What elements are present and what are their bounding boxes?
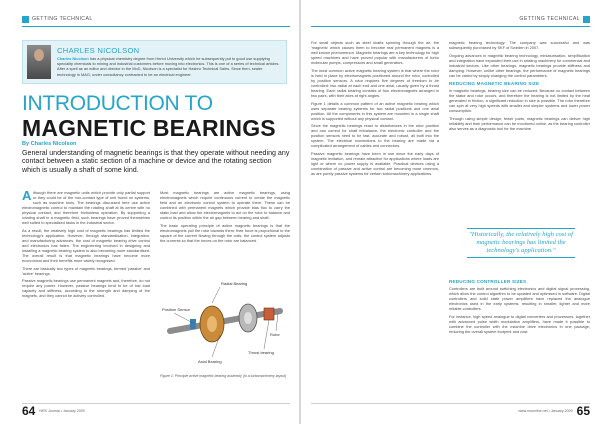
page-number: 64: [22, 404, 36, 418]
figure-label-radial: Radial Bearing: [221, 281, 248, 286]
author-bio-body: has a physical chemistry degree from Heriot University which he subsequently put to good use supplying speciality chemicals to mining and industrial customers before moving into electronics. This is one of a series of technical articles. After a spell as an editor and director in the MoD, Nicolson is a specialist for Hasbro Technical Sales. Since then, sealer technology in MAG, under consultancy contracted to be an electrical engineer.: [57, 56, 280, 77]
body-paragraph: Ongoing advances in magnetic bearing technology, miniaturisation, simplification and integration have expanded their use in rotating machinery for commercial and industrial sectors. Like other bearings, magnetic bearings provide stiffness and damping. However, unlike other bearings, the performance of magnetic bearings can be varied by simply changing the control parameters.: [449, 52, 590, 78]
body-column-2: [160, 190, 290, 270]
body-paragraph: Most magnetic bearings are active magnetic bearings, using electromagnets which require continuous current to create the magnetic field and an electronic control system to operate them. These can be combined with permanent magnets which provide bias flux to carry the static load and allow the electromagnets to act on the rotor to balance and control its position within the air gap between bearing and shaft.: [160, 190, 290, 221]
body-paragraph: The basic operating principle of active magnetic bearings is that the electromagnets pull the rotor towards them; their force is proportional to the square of the current flowing through the coils, the control system adjusts the currents so that the forces on the rotor are balanced.: [160, 222, 290, 243]
body-paragraph: [22, 190, 150, 225]
body-paragraph: Passive magnetic bearings use permanent magnets and, therefore, do not require any power. However, passive bearings tend to be of low load capacity and stiffness, according to the strength and damping of the magnets, and they cannot be actively controlled.: [22, 278, 150, 299]
body-paragraph: Controllers are built around switching electronics and digital signal processing, which allow the control algorithm to be updated and optimised in software. Digital controllers and solid state power amplifiers have replaced the analogue electronics used in the early systems, resulting in smaller, lighter and more reliable controllers.: [449, 286, 590, 312]
body-paragraph: As a result, the relatively high cost of magnetic bearings has limited the technology's application. However, through standardisation, integration, and manufacturing advances, the cost of magnetic bearing drive control and electronics has fallen. The engineering involved in designing and installing a magnetic bearing system is also becoming more standardised. The overall result is that magnetic bearings have become more economical and their benefits more widely recognised.: [22, 227, 150, 264]
body-column-4: [449, 40, 590, 212]
author-bio-box: [22, 40, 287, 84]
body-paragraph: magnetic bearing technology. The company was successful and was subsequently purchased by SKF of Sweden in 2007.: [449, 40, 590, 51]
author-bio-text: [57, 56, 282, 77]
page-number: 65: [576, 404, 590, 418]
right-page: [301, 0, 600, 424]
footer-left: [22, 404, 85, 418]
section-tab-left: [22, 12, 93, 26]
subheading: REDUCING MAGNETIC BEARING SIZE: [449, 80, 540, 86]
author-bio-lead: Charles Nicolson: [57, 56, 89, 61]
pull-quote-rule: [467, 257, 575, 258]
thrust-bearing-shape: [264, 308, 274, 320]
article-title-line2: MAGNETIC BEARINGS: [22, 115, 276, 141]
magnetic-bearing-figure: [160, 273, 290, 373]
section-label: GETTING TECHNICAL: [519, 16, 580, 22]
section-tab-right: [519, 12, 590, 26]
pull-quote-text: "Historically, the relatively high cost of magnetic bearings has limited the technology's application.": [469, 230, 573, 255]
section-marker-icon: [583, 16, 590, 23]
body-paragraph: The most common active magnetic bearing system is that where the rotor is held in place by electromagnets positioned around the rotor, controlled by position sensors. A rotor requires five degrees of freedom to be controlled: two radial at each end and one axial, usually given by a thrust bearing. Each radial bearing consists of four electromagnets arranged in two pairs, with their axes at right angles.: [311, 67, 439, 98]
body-paragraph: In magnetic bearings, bearing size can be reduced. Because no contact between the stator and rotor occurs, and therefore the bearing is not limited by the heat generated in friction, a significant reduction in size is possible. The rotor therefore can spin at very high speeds with smaller and simpler systems and lower power consumption.: [449, 87, 590, 114]
paragraph-text: lthough there are magnetic units which provide only partial support or they could be of the non-contact type of unit found on systems, such as machine tools. The bearings discussed here use active electromagnetic control to maintain the rotating shaft at its centre with no physical contact, and therefore frictionless operation. By supporting a rotating shaft in a magnetic field, such bearings have proved themselves well suited to specialised tasks in the industrial sector.: [22, 190, 150, 226]
author-photo: [27, 45, 51, 79]
body-paragraph: For small objects such as steel shafts spinning through the air, the 'magnetic' which causes them to become real permanent magnets is a well known phenomenon. Magnetic bearings are a key technology for high speed machines and have proved popular with manufacturers of turbo molecular pumps, compressors and small generators.: [311, 40, 439, 66]
left-page: [0, 0, 299, 424]
footer-text: NRS Journal • January 2009: [39, 409, 85, 413]
pull-quote-rule: [467, 228, 575, 229]
article-byline: By Charles Nicolson: [22, 141, 77, 147]
body-column-5: [449, 276, 590, 396]
body-paragraph: Passive magnetic bearings have been in use since the early days of magnetic levitation, and remain attractive for applications where loads are light or where no power supply is available. Practical devices using a combination of passive and active control are becoming more common, as are purely passive systems for certain turbomachinery applications.: [311, 150, 439, 177]
drop-cap: A: [22, 190, 32, 203]
section-marker-icon: [22, 16, 29, 23]
footer-text: www.nrsonline.net • January 2009: [518, 409, 573, 413]
body-column-1: [22, 190, 150, 400]
footer-right: [518, 404, 590, 418]
section-label: GETTING TECHNICAL: [32, 16, 93, 22]
author-bio-name: CHARLES NICOLSON: [57, 46, 140, 55]
subheading: REDUCING CONTROLLER SIZES: [449, 279, 527, 284]
figure-label-axial: Axial Bearing: [198, 359, 222, 364]
pull-quote: [461, 214, 581, 272]
position-sensor-shape: [190, 319, 196, 329]
body-paragraph: There are basically two types of magnetic bearings, termed 'passive' and 'active' bearings.: [22, 265, 150, 276]
figure-label-position: Position Sensor: [162, 307, 191, 312]
article-standfirst: General understanding of magnetic bearings is that they operate without needing any contact between a static section of a machine or device and the rotating section which is usually a shaft of some kind.: [22, 149, 290, 174]
header-rule: [22, 26, 290, 27]
body-paragraph: For instance, high speed analogue to digital converters and processors, together with advanced pulse width modulation amplifiers, have made it possible to combine the controller with the machine drive electronics in one package, reducing the overall system footprint and cost.: [449, 313, 590, 334]
body-paragraph: Since the magnetic bearings react to disturbances in the rotor position and can correct for shaft imbalance, the electronic controller and the position sensors need to be fast, accurate and robust, all built into the system. The electrical connections to the bearing are made via a complicated arrangement of cables and connectors.: [311, 123, 439, 149]
header-rule: [311, 26, 590, 27]
figure-label-thrust: Thrust bearing: [248, 350, 274, 355]
figure-caption: Figure 1: Principle active magnetic bearing assembly (in a turbomachinery layout): [160, 374, 287, 378]
body-paragraph: Figure 1 details a common pattern of an active magnetic bearing which uses separate bearing systems for two radial positions and one axial position. All the components in this system are mounted in a single shaft which is supported without any physical contact.: [311, 100, 439, 121]
article-title-line1: INTRODUCTION TO: [22, 92, 213, 115]
body-column-3: [311, 40, 439, 392]
body-paragraph: Through using simple design, fewer parts, magnetic bearings can deliver high reliability and their performance can be monitored online, as the bearing controller also serves as a diagnostic tool for the machine.: [449, 115, 590, 131]
figure-label-rotor: Rotor: [270, 332, 280, 337]
